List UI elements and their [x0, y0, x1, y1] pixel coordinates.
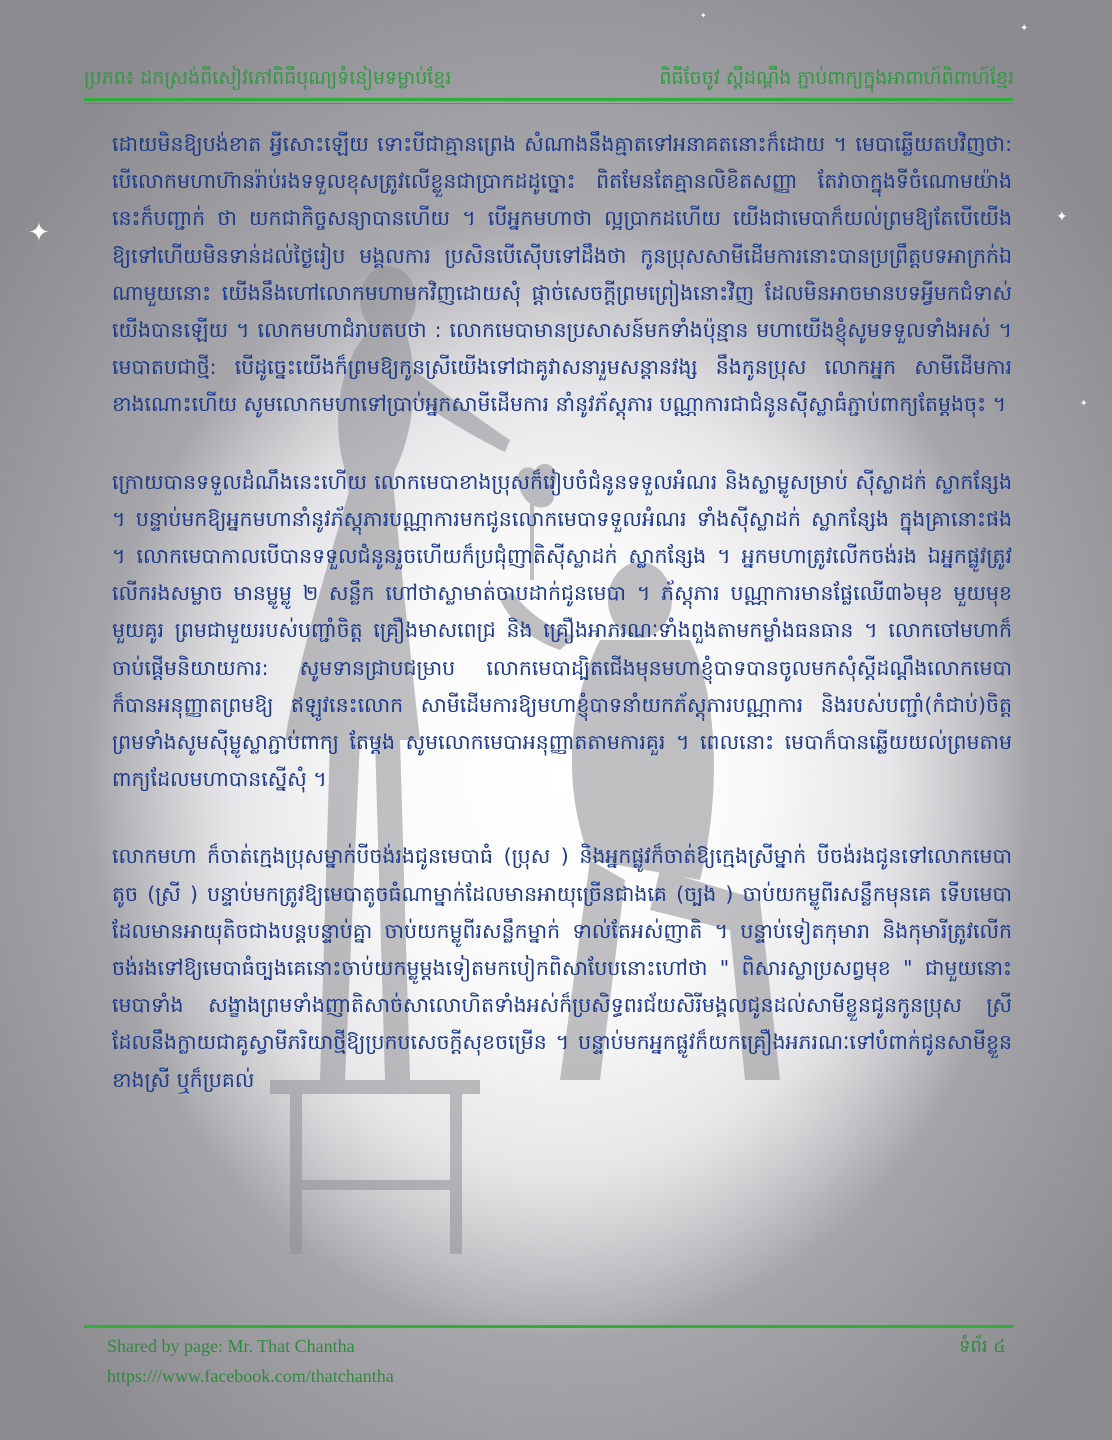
page-number: ទំព័រ ៤ [958, 1336, 1006, 1357]
sparkle-icon: ✦ [1056, 209, 1068, 225]
header-divider [84, 98, 1014, 101]
footer-facebook-link[interactable]: https:///www.facebook.com/thatchantha [107, 1366, 394, 1386]
footer-shared-by: Shared by page: Mr. That Chantha [107, 1336, 355, 1356]
header-source-title: ប្រភព៖ ដកស្រង់ពីសៀវភៅពិធីបុណ្យទំនៀមទម្លាប់ខ្មែរ [84, 67, 452, 89]
sparkle-icon: ✦ [1020, 23, 1029, 34]
paragraph: ដោយមិនឱ្យបង់ខាត អ្វីសោះឡើយ ទោះបីជាគ្មានព្រេង សំណាងនឹងគ្មាតទៅអនាគតនោះក៏ដោយ ។ មេបាឆ្លើយតបវិញថា: បើលោកមហាហ៊ានរ៉ាប់រងទទួលខុសត្រូវលើខ្លួនជាប្រាកដដូច្នោះ ពិតមែនតែគ្មានលិខិតសញ្ញា តែវាចាក្នុងទីចំណោមយ៉ាងនេះក៏បញ្ជាក់ ថា យកជាកិច្ចសន្យាបានហើយ ។ បើអ្នកមហាថា ល្អប្រាកដហើយ យើងជាមេបាក៏យល់ព្រមឱ្យតែបើយើងឱ្យទៅហើយមិនទាន់ដល់ថ្ងៃរៀប មង្គលការ ប្រសិនបើស៊ើបទៅដឹងថា កូនប្រុសសាមីដើមការនោះបានប្រព្រឹត្តបទអាក្រក់ឯណាមួយនោះ យើងនឹងហៅលោកមហាមកវិញដោយសុំ ផ្ដាច់សេចក្ដីព្រមព្រៀងនោះវិញ ដែលមិនអាចមានបទអ្វីមកជំទាស់យើងបានឡើយ ។ លោកមហាជំរាបតបថា : លោកមេបាមានប្រសាសន៍មកទាំងប៉ុន្មាន មហាយើងខ្ញុំសូមទទួលទាំងអស់ ។ មេបាតបជាថ្មី: បើដូច្នេះយើងក៏ព្រមឱ្យកូនស្រីយើងទៅជាគូវាសនារួមសន្តានវង្ស នឹងកូនប្រុស លោកអ្នក សាមីដើមការខាងណោះហើយ សូមលោកមហាទៅប្រាប់អ្នកសាមីដើមការ នាំនូវភ័ស្ដុភារ បណ្ណាការជាជំនូនស៊ីស្លាធំភ្ជាប់ពាក្យតែម្ដងចុះ ។ [112, 132, 1012, 417]
sparkle-icon: ✦ [700, 11, 707, 20]
sparkle-icon: ✦ [28, 218, 50, 248]
header-chapter-title: ពិធីចែចូវ ស្ដីដណ្ដឹង ភ្ជាប់ពាក្យក្នុងអាពាហ៍ពិពាហ៍ខ្មែរ [659, 67, 1014, 89]
paragraph: ក្រោយបានទទួលដំណឹងនេះហើយ លោកមេបាខាងប្រុសក៏រៀបចំជំនូនទទួលអំណរ និងស្លាម្លូសម្រាប់ ស៊ីស្លាដក់ ស្លាកន្សែង ។ បន្ទាប់មកឱ្យអ្នកមហានាំនូវភ័ស្ដុភារបណ្ណាការមកជូនលោកមេបាទទួលអំណរ ទាំងស៊ីស្លាដក់ ស្លាកន្សែង ក្នុងគ្រានោះផង ។ លោកមេបាកាលបើបានទទួលជំនូនរួចហើយក៏ប្រជុំញាតិស៊ីស្លាដក់ ស្លាកន្សែង ។ អ្នកមហាត្រូវលើកចង់រង ឯអ្នកផ្លូវត្រូវលើករងសម្លាច មានម្លូម្លូ ២ សន្លឹក ហៅថាស្លាមាត់ចាបដាក់ជូនមេបា ។ ភ័ស្ដុភារ បណ្ណាការមានផ្លែឈើ៣៦មុខ មួយមុខមួយគូរ ព្រមជាមួយរបស់បញ្ជាំចិត្ត គ្រឿងមាសពេជ្រ និង គ្រឿងអាភរណៈទាំងពួងតាមកម្លាំងធនធាន ។ លោកចៅមហាក៏ចាប់ផ្ដើមនិយាយការ: សូមទានជ្រាបជម្រាប លោកមេបាដ្បិតជើងមុនមហាខ្ញុំបាទបានចូលមកសុំស្ដីដណ្ដឹងលោកមេបា ក៏បានអនុញ្ញាតព្រមឱ្យ ឥឡូវនេះលោក សាមីដើមការឱ្យមហាខ្ញុំបាទនាំយកភ័ស្ដុភារបណ្ណាការ និងរបស់បញ្ជាំ(កំជាប់)ចិត្ត ព្រមទាំងសូមស៊ីម្លូស្លាភ្ជាប់ពាក្យ តែម្ដង សូមលោកមេបាអនុញ្ញាតតាមការគួរ ។ ពេលនោះ មេបាក៏បានឆ្លើយយល់ព្រមតាមពាក្យដែលមហាបានស្នើសុំ ។ [112, 469, 1012, 792]
header-divider-thin [84, 103, 1014, 104]
body-text [112, 126, 1012, 1316]
footer-divider [84, 1325, 1014, 1328]
sparkle-icon: ✦ [1080, 399, 1088, 409]
page-header [84, 60, 1014, 100]
paragraph: លោកមហា ក៏ចាត់ក្មេងប្រុសម្នាក់បីចង់រងជូនមេបាធំ (ប្រុស ) និងអ្នកផ្លូវក៏ចាត់ឱ្យក្មេងស្រីម្នាក់ បីចង់រងជូនទៅលោកមេបាតូច (ស្រី ) បន្ទាប់មកត្រូវឱ្យមេបាតូចធំណាម្នាក់ដែលមានអាយុច្រើនជាងគេ (ច្បង ) ចាប់យកម្លូពីរសន្លឹកមុនគេ ទើបមេបាដែលមានអាយុតិចជាងបន្តបន្ទាប់គ្នា ចាប់យកម្លូពីរសន្លឹកម្នាក់ ទាល់តែអស់ញាតិ ។ បន្ទាប់ទៀតកុមារា និងកុមារីត្រូវលើកចង់រងទៅឱ្យមេបាធំច្បងគេនោះចាប់យកម្លូម្ដងទៀតមកបៀកពិសាបែបនោះហៅថា " ពិសារស្លាប្រសព្វមុខ " ជាមួយនោះមេបាទាំង សង្ខាងព្រមទាំងញាតិសាច់សាលោហិតទាំងអស់ក៏ប្រសិទ្ធពរជ័យសិរីមង្គលជូនដល់សាមីខ្លួនជូនកូនប្រុស ស្រី ដែលនឹងក្លាយជាគូស្វាមីភរិយាថ្មីឱ្យប្រកបសេចក្ដីសុខចម្រើន ។ បន្ទាប់មកអ្នកផ្លូវក៏យកគ្រឿងអភរណៈទៅបំពាក់ជូនសាមីខ្លួនខាងស្រី ឬក៏ប្រគល់ [112, 844, 1012, 1092]
